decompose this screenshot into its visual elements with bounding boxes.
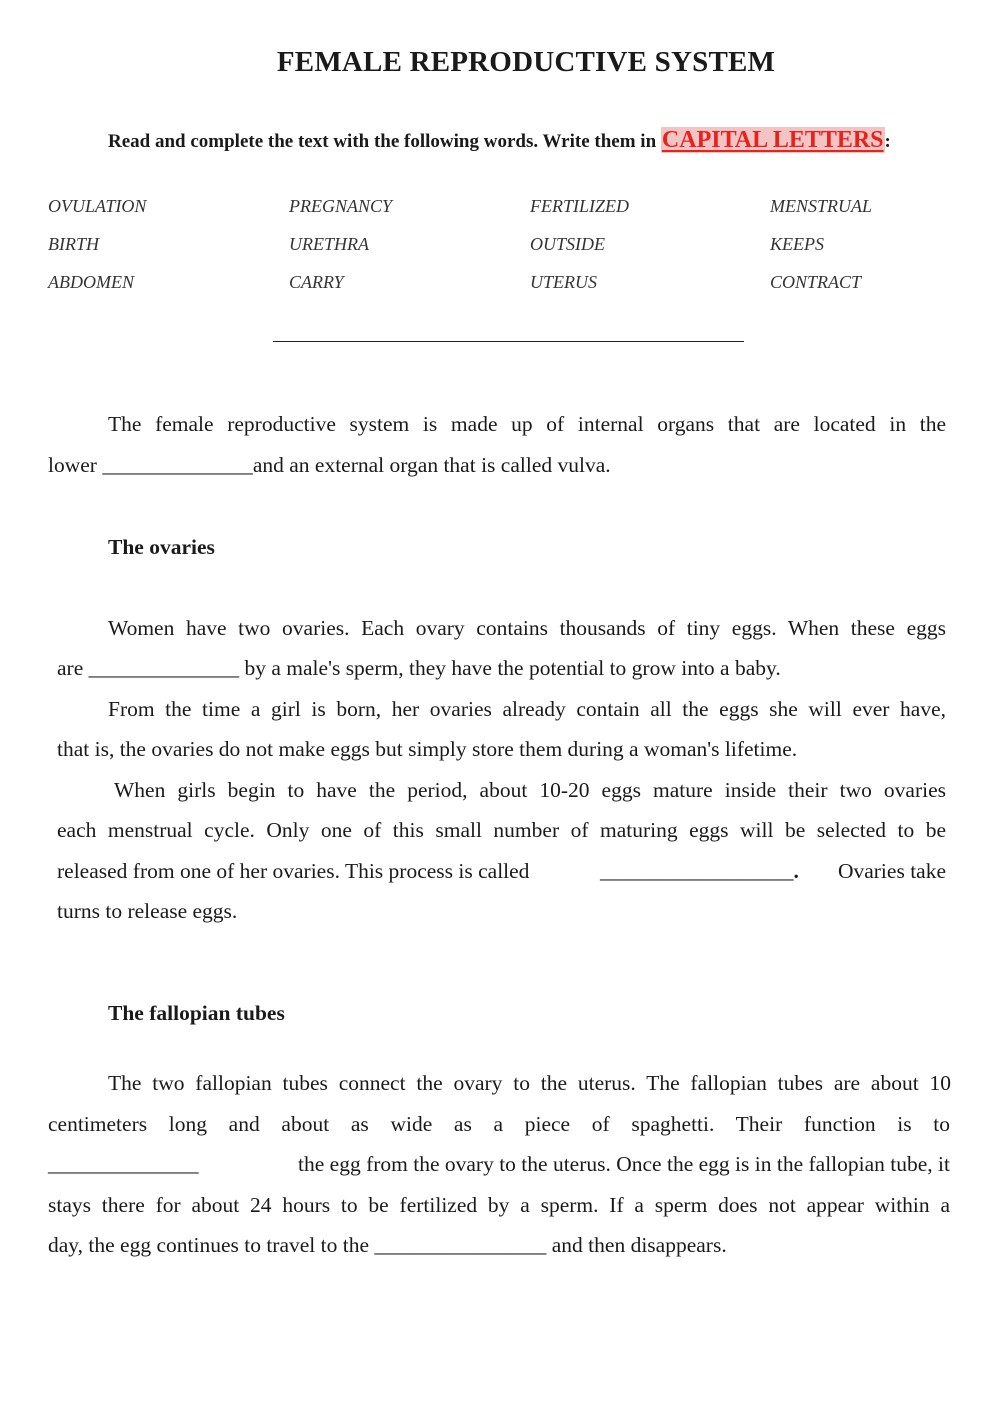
intro-line-2: lower ______________and an external organ that is called vulva. <box>48 453 611 477</box>
ovaries-p1-line-2: are ______________ by a male's sperm, they have the potential to grow into a baby. <box>57 656 781 680</box>
fallopian-line-2: centimeters long and about as wide as a piece of spaghetti. Their function is to <box>48 1112 950 1136</box>
fallopian-line-4: stays there for about 24 hours to be fertilized by a sperm. If a sperm does not appear within a <box>48 1193 950 1217</box>
word-bank-item: CONTRACT <box>770 272 862 292</box>
ovaries-p2-line-1: From the time a girl is born, her ovaries already contain all the eggs she will ever have, <box>108 697 946 721</box>
word-bank-item: URETHRA <box>289 234 369 254</box>
instructions-text: Read and complete the text with the following words. Write them in <box>108 131 661 152</box>
ovaries-p3-line-2: each menstrual cycle. Only one of this small number of maturing eggs will be selected to be <box>57 818 946 842</box>
fallopian-line-5: day, the egg continues to travel to the ________________ and then disappears. <box>48 1233 727 1257</box>
fill-in-blank-ovulation[interactable]: __________________ <box>600 859 794 883</box>
word-bank-item: OUTSIDE <box>530 234 605 254</box>
ovaries-p2-line-2: that is, the ovaries do not make eggs but simply store them during a woman's lifetime. <box>57 737 798 761</box>
word-bank-item: OVULATION <box>48 196 147 216</box>
ovaries-p3-line-4: turns to release eggs. <box>57 899 238 923</box>
ovaries-p3-line-1: When girls begin to have the period, about 10-20 eggs mature inside their two ovaries <box>114 778 946 802</box>
section-heading-fallopian-tubes: The fallopian tubes <box>108 1001 285 1025</box>
fill-in-blank-carry[interactable]: ______________ <box>48 1152 199 1176</box>
word-bank-item: KEEPS <box>770 234 824 254</box>
fallopian-line-1: The two fallopian tubes connect the ovary to the uterus. The fallopian tubes are about 10 <box>108 1071 951 1095</box>
fill-in-blank-fertilized[interactable]: ______________ <box>88 656 240 680</box>
word-bank-item: ABDOMEN <box>48 272 134 292</box>
word-bank-item: CARRY <box>289 272 344 292</box>
word-bank-item: PREGNANCY <box>289 196 393 216</box>
fill-in-blank-abdomen[interactable]: ______________ <box>102 453 253 477</box>
word-bank-item: FERTILIZED <box>530 196 629 216</box>
fill-in-blank-uterus[interactable]: ________________ <box>374 1233 547 1257</box>
section-heading-ovaries: The ovaries <box>108 535 215 559</box>
ovaries-p1-line-1: Women have two ovaries. Each ovary contains thousands of tiny eggs. When these eggs <box>108 616 946 640</box>
instructions-colon: : <box>884 131 891 152</box>
intro-line-1: The female reproductive system is made up of internal organs that are located in the <box>108 412 946 436</box>
word-bank-item: MENSTRUAL <box>770 196 873 216</box>
instructions <box>108 127 891 154</box>
word-bank-item: UTERUS <box>530 272 597 292</box>
word-bank-item: BIRTH <box>48 234 99 254</box>
divider-line <box>273 341 744 342</box>
page-title: FEMALE REPRODUCTIVE SYSTEM <box>276 46 776 78</box>
capital-letters-highlight: CAPITAL LETTERS <box>661 127 884 153</box>
